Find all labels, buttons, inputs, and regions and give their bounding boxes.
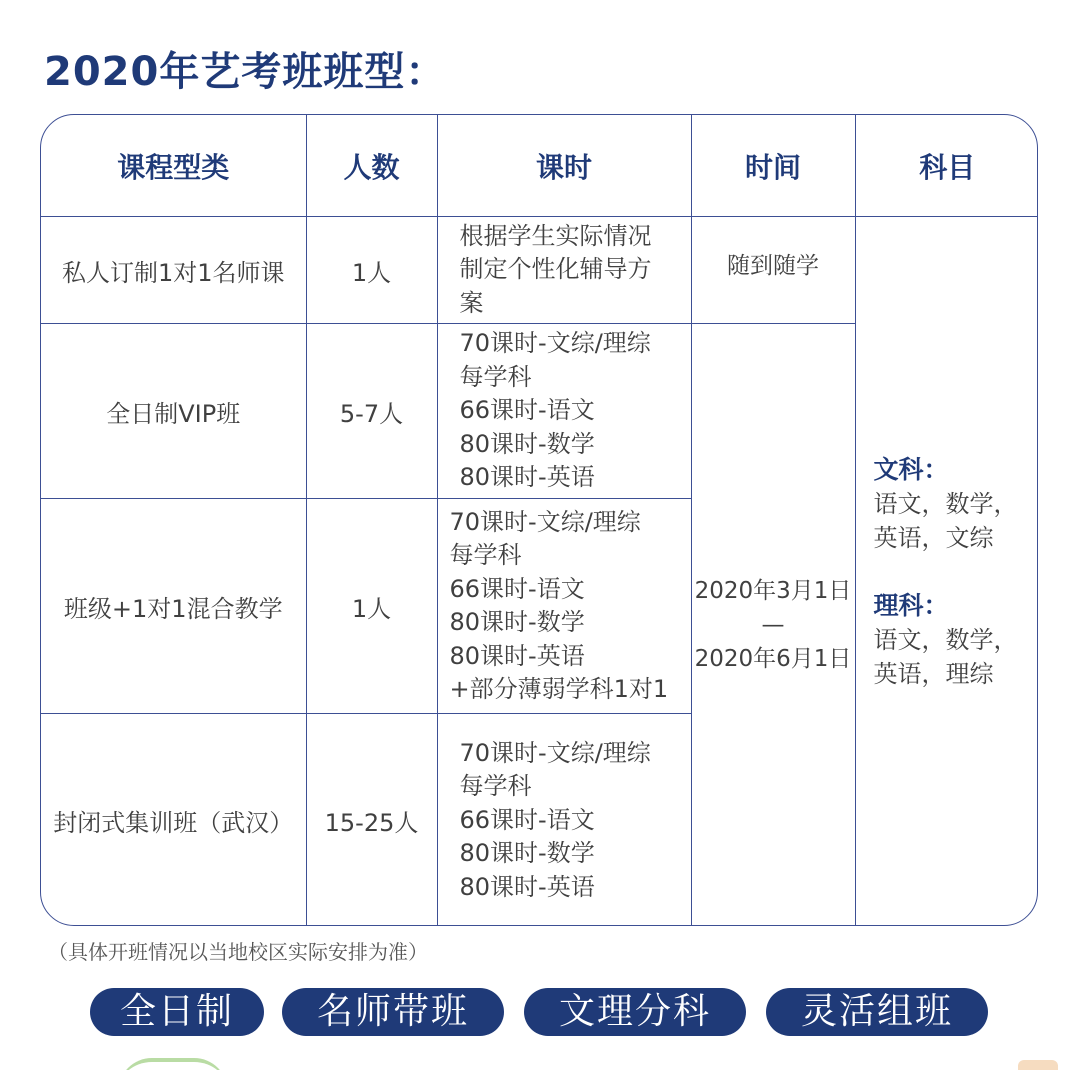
hours-line: 66课时-语文 xyxy=(459,805,595,834)
decorative-shape xyxy=(1018,1060,1058,1070)
count-cell: 1人 xyxy=(306,217,437,324)
arts-subject-line: 语文，数学， xyxy=(873,489,1018,518)
header-subjects: 科目 xyxy=(855,115,1038,217)
hours-line: 根据学生实际情况 xyxy=(459,221,652,250)
course-type-cell: 私人订制1对1名师课 xyxy=(41,217,306,324)
hours-line: 每学科 xyxy=(459,362,532,391)
header-time: 时间 xyxy=(691,115,855,217)
hours-line: +部分薄弱学科1对1 xyxy=(449,675,669,703)
hours-cell xyxy=(437,499,691,714)
hours-line: 80课时-英语 xyxy=(459,872,595,901)
table-row xyxy=(41,217,1038,324)
science-subject-line: 语文，数学， xyxy=(873,625,1018,654)
time-dash: — xyxy=(761,612,785,638)
page-title: 2020年艺考班班型： xyxy=(44,49,447,95)
hours-line: 80课时-数学 xyxy=(449,608,585,636)
header-course-type: 课程型类 xyxy=(41,115,306,217)
tag-arts-science-split: 文理分科 xyxy=(524,988,746,1036)
science-subject-line: 英语，理综 xyxy=(873,659,994,688)
time-cell: 随到随学 xyxy=(691,217,855,324)
hours-line: 70课时-文综/理综 xyxy=(459,738,651,767)
hours-line: 制定个性化辅导方 xyxy=(459,255,652,284)
count-cell: 1人 xyxy=(306,499,437,714)
tag-famous-teachers: 名师带班 xyxy=(282,988,504,1036)
count-cell: 5-7人 xyxy=(306,324,437,499)
subject-spacer xyxy=(874,555,1039,589)
header-count: 人数 xyxy=(306,115,437,217)
arts-subject-head: 文科： xyxy=(873,454,949,484)
hours-line: 80课时-数学 xyxy=(459,839,595,867)
hours-line: 70课时-文综/理综 xyxy=(459,329,651,358)
hours-cell xyxy=(437,324,691,499)
hours-line: 80课时-英语 xyxy=(459,463,595,492)
count-cell: 15-25人 xyxy=(306,714,437,927)
course-type-cell: 封闭式集训班（武汉） xyxy=(41,714,306,927)
hours-line: 80课时-英语 xyxy=(449,641,585,670)
hours-line: 80课时-数学 xyxy=(459,429,595,458)
course-type-cell: 全日制VIP班 xyxy=(41,324,306,499)
course-table-frame xyxy=(40,114,1038,926)
hours-cell xyxy=(437,217,691,324)
hours-line: 每学科 xyxy=(459,772,532,800)
header-hours: 课时 xyxy=(437,115,691,217)
table-header-row xyxy=(41,115,1038,217)
feature-tags xyxy=(90,988,990,1036)
hours-line: 案 xyxy=(459,288,484,317)
footnote: （具体开班情况以当地校区实际安排为准） xyxy=(48,940,428,964)
hours-cell xyxy=(437,714,691,927)
tag-flexible-classes: 灵活组班 xyxy=(766,988,988,1036)
hours-line: 66课时-语文 xyxy=(449,574,585,603)
science-subject-head: 理科： xyxy=(873,590,949,620)
course-table xyxy=(41,115,1038,926)
decorative-arc xyxy=(118,1058,228,1070)
shared-time-cell xyxy=(691,324,855,927)
hours-line: 66课时-语文 xyxy=(459,396,595,425)
tag-full-time: 全日制 xyxy=(90,988,264,1036)
time-start: 2020年3月1日 xyxy=(694,578,852,604)
course-type-cell: 班级+1对1混合教学 xyxy=(41,499,306,714)
subjects-cell xyxy=(855,217,1038,927)
time-end: 2020年6月1日 xyxy=(694,646,852,672)
arts-subject-line: 英语，文综 xyxy=(873,523,994,552)
hours-line: 70课时-文综/理综 xyxy=(449,507,641,536)
hours-line: 每学科 xyxy=(449,541,522,569)
